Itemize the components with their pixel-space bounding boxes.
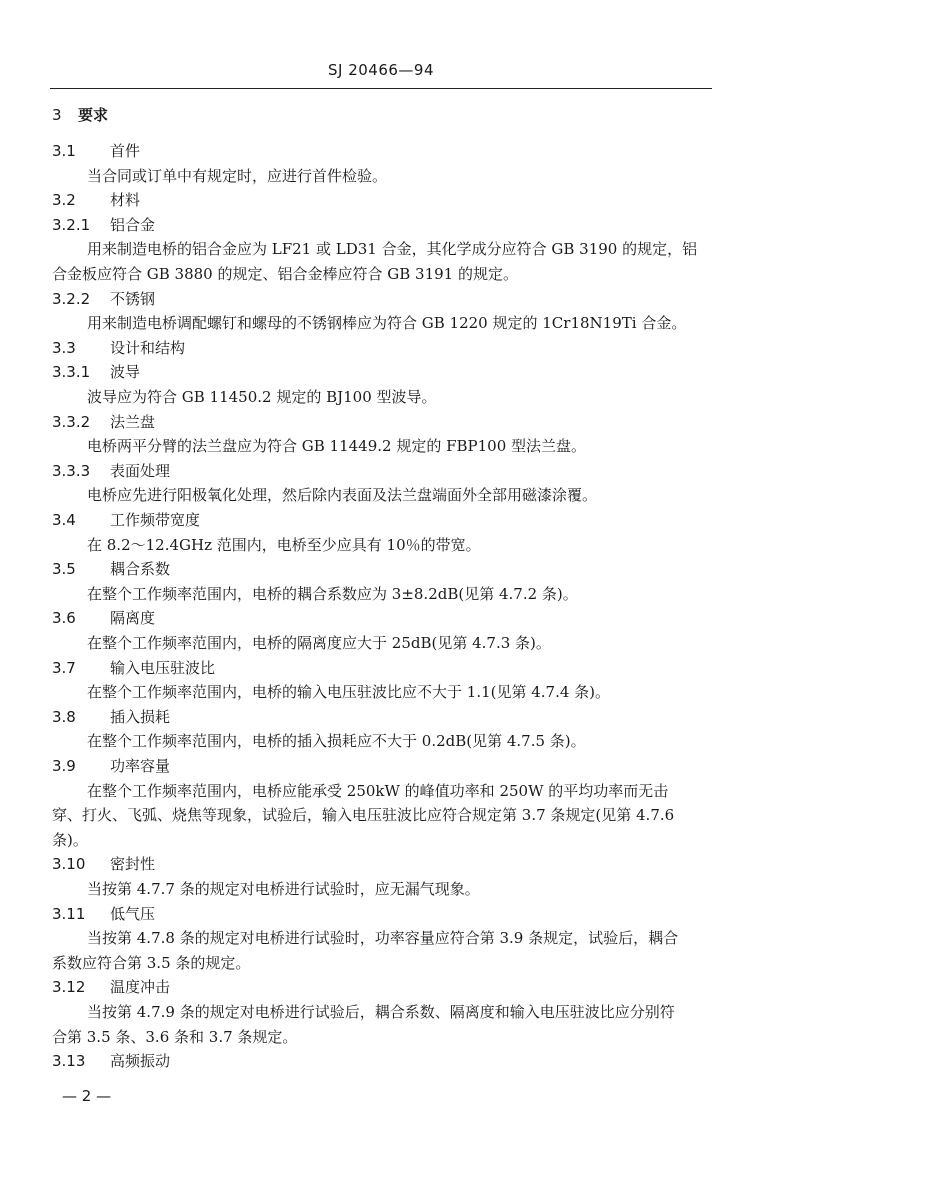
clause-title: 工作频带宽度 — [110, 511, 201, 529]
page-header — [50, 58, 712, 89]
clause-heading — [52, 558, 170, 579]
clause-text-line: 当按第 4.7.8 条的规定对电桥进行试验时，功率容量应符合第 3.9 条规定，试验后，耦合 — [87, 929, 679, 948]
section-title: 要求 — [78, 106, 109, 124]
clause-number: 3.12 — [52, 978, 86, 997]
clause-text-line: 当按第 4.7.9 条的规定对电桥进行试验后，耦合系数、隔离度和输入电压驻波比应分别符 — [87, 1003, 675, 1021]
clause-heading — [52, 1050, 170, 1071]
clause-heading — [52, 607, 155, 628]
clause-title: 高频振动 — [110, 1052, 171, 1071]
clause-text-line: 用来制造电桥调配螺钉和螺母的不锈钢棒应为符合 GB 1220 规定的 1Cr18N19Ti 合金。 — [87, 314, 687, 333]
clause-number: 3.7 — [52, 658, 76, 677]
clause-text-line: 在整个工作频率范围内，电桥的插入损耗应不大于 0.2dB(见第 4.7.5 条)。 — [87, 732, 586, 751]
page-number: — 2 — — [62, 1087, 112, 1105]
clause-text-line: 穿、打火、飞弧、烧焦等现象，试验后，输入电压驻波比应符合规定第 3.7 条规定(见第 4.7.6 — [52, 806, 675, 825]
clause-heading — [52, 657, 215, 678]
clause-text-line: 电桥两平分臂的法兰盘应为符合 GB 11449.2 规定的 FBP100 型法兰盘。 — [87, 437, 587, 456]
clause-heading — [52, 140, 140, 161]
clause-number: 3.2.2 — [52, 289, 91, 308]
clause-number: 3.2 — [52, 191, 76, 210]
section-number: 3 — [52, 106, 62, 124]
clause-text-line: 当合同或订单中有规定时，应进行首件检验。 — [87, 166, 388, 185]
clause-title: 插入损耗 — [110, 707, 171, 726]
clause-text-line: 在整个工作频率范围内，电桥的隔离度应大于 25dB(见第 4.7.3 条)。 — [87, 634, 551, 652]
clause-number: 3.9 — [52, 757, 76, 775]
clause-number: 3.10 — [52, 855, 86, 874]
clause-text-line: 电桥应先进行阳极氧化处理，然后除内表面及法兰盘端面外全部用磁漆涂覆。 — [87, 486, 598, 505]
clause-text-line: 在 8.2～12.4GHz 范围内，电桥至少应具有 10％的带宽。 — [87, 535, 481, 554]
clause-heading — [52, 214, 155, 235]
document-code: SJ 20466—94 — [327, 61, 435, 79]
clause-text-line: 波导应为符合 GB 11450.2 规定的 BJ100 型波导。 — [87, 388, 437, 406]
clause-title: 隔离度 — [110, 609, 156, 628]
clause-heading — [52, 706, 170, 727]
clause-title: 低气压 — [110, 904, 156, 923]
clause-title: 耦合系数 — [110, 560, 171, 579]
clause-number: 3.4 — [52, 511, 76, 529]
clause-number: 3.3.3 — [52, 461, 91, 480]
clause-number: 3.3.1 — [52, 363, 91, 382]
clause-title: 法兰盘 — [110, 412, 156, 431]
clause-title: 密封性 — [110, 855, 156, 874]
clause-text-line: 合金板应符合 GB 3880 的规定、铝合金棒应符合 GB 3191 的规定。 — [52, 265, 518, 283]
clause-heading — [52, 755, 170, 776]
clause-title: 首件 — [110, 142, 141, 160]
clause-heading — [52, 361, 140, 382]
clause-text-line: 在整个工作频率范围内，电桥应能承受 250kW 的峰值功率和 250W 的平均功率而无击 — [87, 781, 669, 800]
clause-number: 3.11 — [52, 904, 86, 923]
clause-heading — [52, 337, 185, 358]
clause-title: 功率容量 — [110, 757, 171, 775]
clause-text-line: 合第 3.5 条、3.6 条和 3.7 条规定。 — [52, 1027, 298, 1046]
clause-number: 3.6 — [52, 609, 76, 628]
clause-title: 温度冲击 — [110, 978, 171, 997]
clause-title: 设计和结构 — [110, 338, 186, 357]
clause-title: 输入电压驻波比 — [110, 658, 216, 677]
clause-heading — [52, 411, 155, 432]
clause-text-line: 在整个工作频率范围内，电桥的耦合系数应为 3±8.2dB(见第 4.7.2 条)。 — [87, 584, 578, 603]
clause-title: 不锈钢 — [110, 289, 156, 308]
clause-number: 3.3.2 — [52, 412, 91, 431]
clause-heading — [52, 288, 155, 309]
clause-heading — [52, 460, 170, 481]
clause-title: 波导 — [110, 363, 141, 382]
clause-number: 3.8 — [52, 707, 76, 726]
section-heading — [52, 104, 108, 125]
clause-title: 铝合金 — [110, 215, 156, 234]
clause-number: 3.13 — [52, 1052, 86, 1071]
clause-text-line: 系数应符合第 3.5 条的规定。 — [52, 953, 251, 972]
clause-heading — [52, 853, 155, 874]
clause-text-line: 当按第 4.7.7 条的规定对电桥进行试验时，应无漏气现象。 — [87, 880, 480, 898]
clause-title: 材料 — [110, 191, 141, 210]
clause-text-line: 在整个工作频率范围内，电桥的输入电压驻波比应不大于 1.1(见第 4.7.4 条)。 — [87, 683, 611, 702]
clause-heading — [52, 189, 140, 210]
clause-text-line: 条)。 — [52, 830, 88, 849]
clause-title: 表面处理 — [110, 461, 171, 480]
clause-heading — [52, 976, 170, 997]
clause-number: 3.1 — [52, 142, 76, 160]
clause-number: 3.5 — [52, 560, 76, 579]
clause-text-line: 用来制造电桥的铝合金应为 LF21 或 LD31 合金，其化学成分应符合 GB 3190 的规定，铝 — [87, 240, 698, 259]
clause-number: 3.3 — [52, 338, 76, 357]
clause-number: 3.2.1 — [52, 215, 91, 234]
clause-heading — [52, 509, 200, 530]
clause-heading — [52, 903, 155, 924]
